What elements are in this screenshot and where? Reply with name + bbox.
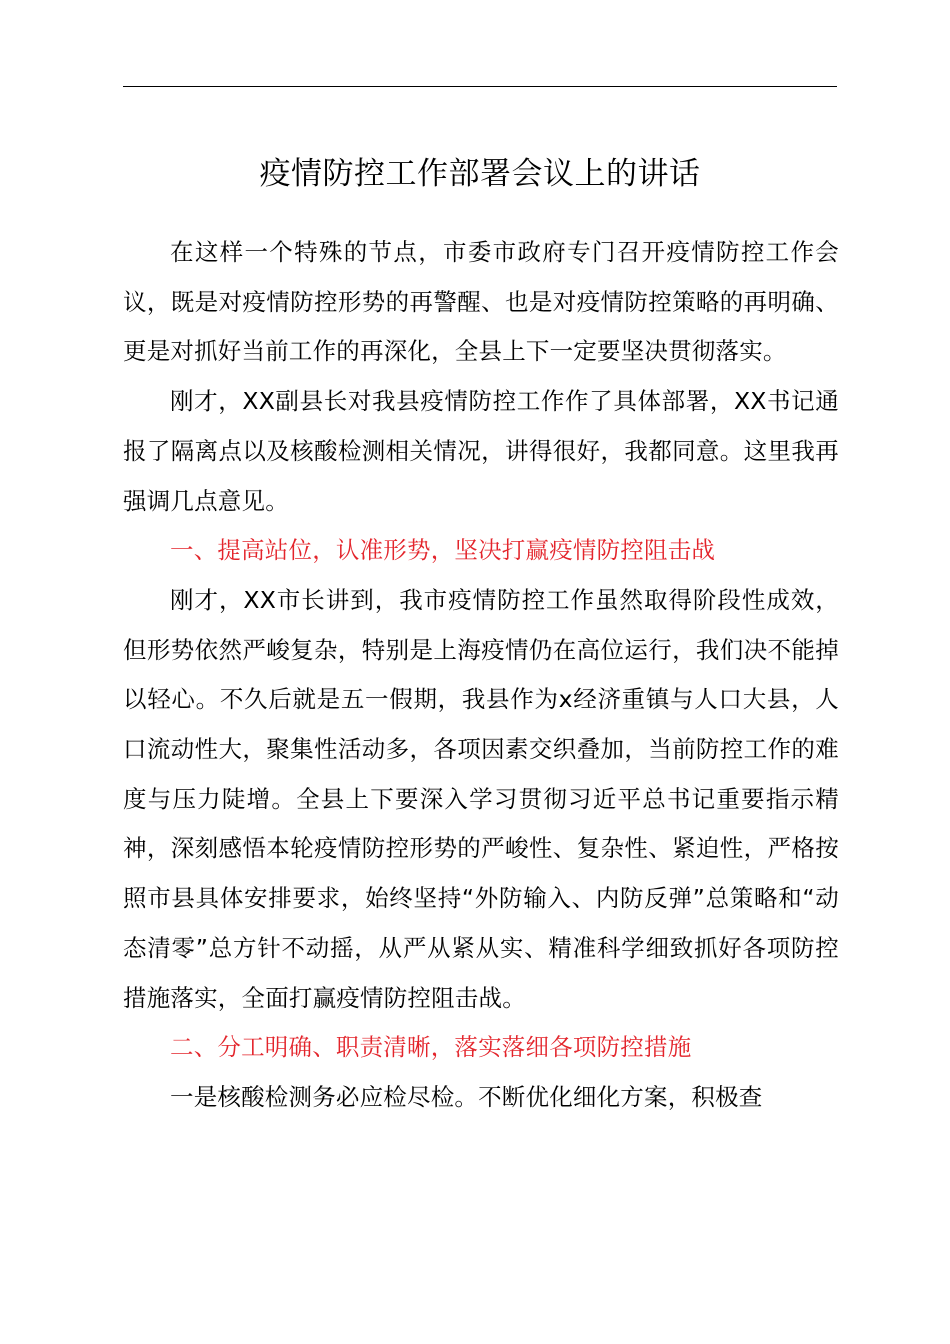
document-body (123, 228, 839, 1123)
paragraph-situation: 刚才，XX市长讲到，我市疫情防控工作虽然取得阶段性成效，但形势依然严峻复杂，特别是上海疫情仍在高位运行，我们决不能掉以轻心。不久后就是五一假期，我县作为x经济重镇与人口大县，人口流动性大，聚集性活动多，各项因素交织叠加，当前防控工作的难度与压力陡增。全县上下要深入学习贯彻习近平总书记重要指示精神，深刻感悟本轮疫情防控形势的严峻性、复杂性、紧迫性，严格按照市县具体安排要求，始终坚持“外防输入、内防反弹”总策略和“动态清零”总方针不动摇，从严从紧从实、精准科学细致抓好各项防控措施落实，全面打赢疫情防控阻击战。 (123, 585, 839, 1012)
header-rule (123, 86, 837, 87)
paragraph-testing: 一是核酸检测务必应检尽检。不断优化细化方案，积极查 (170, 1082, 763, 1111)
paragraph-intro: 在这样一个特殊的节点，市委市政府专门召开疫情防控工作会议，既是对疫情防控形势的再警醒、也是对疫情防控策略的再明确、更是对抓好当前工作的再深化，全县上下一定要坚决贯彻落实。 (123, 238, 839, 366)
section-heading-2: 二、分工明确、职责清晰，落实落细各项防控措施 (170, 1033, 692, 1062)
paragraph-agree: 刚才，XX副县长对我县疫情防控工作作了具体部署，XX书记通报了隔离点以及核酸检测相关情况，讲得很好，我都同意。这里我再强调几点意见。 (123, 387, 839, 515)
section-heading-1: 一、提高站位，认准形势，坚决打赢疫情防控阻击战 (170, 536, 716, 565)
document-title: 疫情防控工作部署会议上的讲话 (259, 156, 701, 192)
